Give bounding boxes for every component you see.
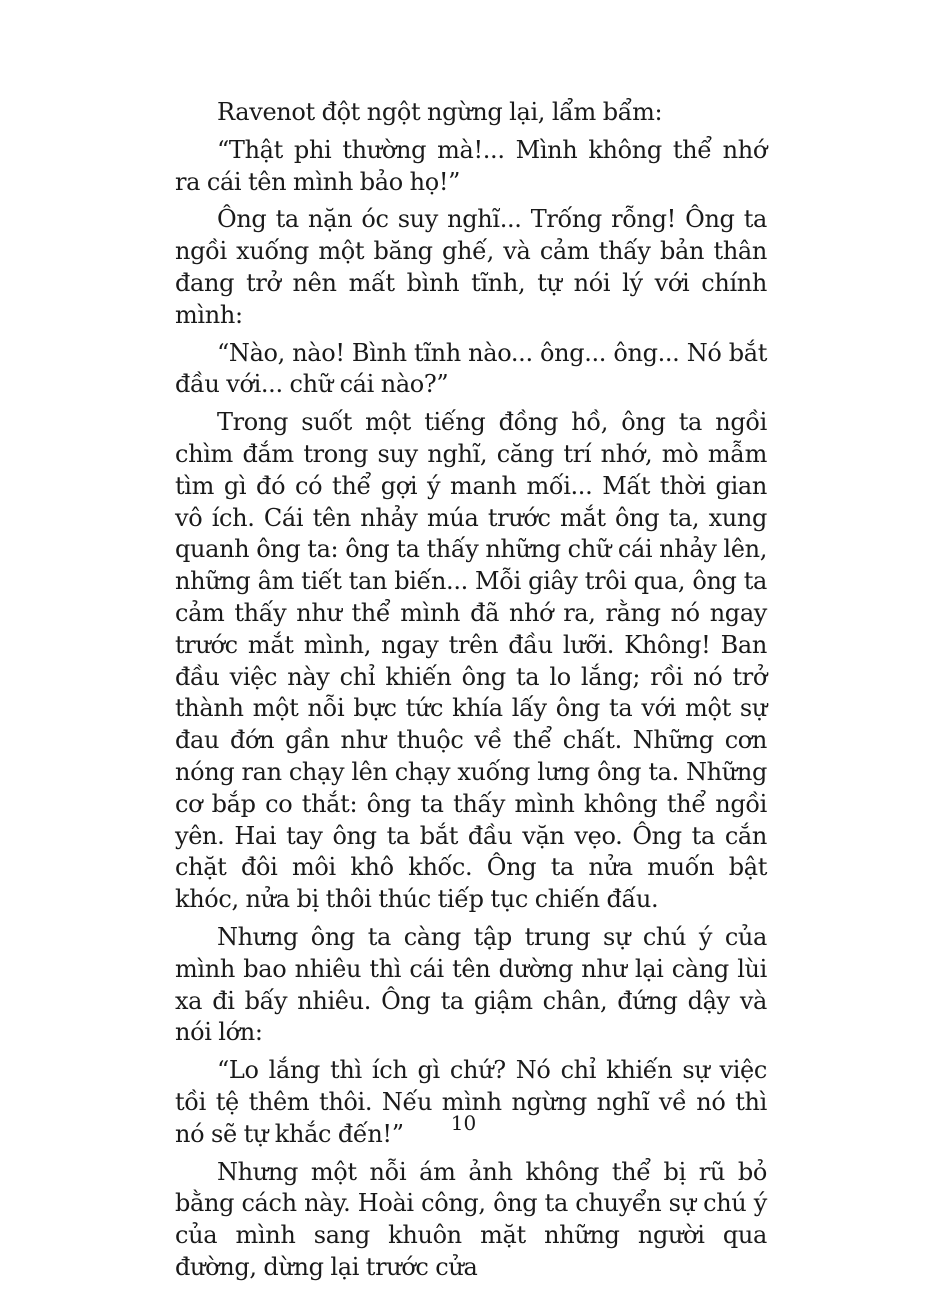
paragraph: Ravenot đột ngột ngừng lại, lẩm bẩm: [217, 98, 663, 126]
paragraph: Trong suốt một tiếng đồng hồ, ông ta ngồi chìm đắm trong suy nghĩ, căng trí nhớ, mò mẫm tìm gì đó có thể gợi ý manh mối... Mất thời gian vô ích. Cái tên nhảy múa trước mắt ông ta, xung quanh ông ta: ông ta thấy những chữ cái nhảy lên, những âm tiết tan biến... Mỗi giây trôi qua, ông ta cảm thấy như thể mình đã nhớ ra, rằng nó ngay trước mắt mình, ngay trên đầu lưỡi. Không! Ban đầu việc này chỉ khiến ông ta lo lắng; rồi nó trở thành một nỗi bực tức khía lấy ông ta với một sự đau đớn gần như thuộc về thể chất. Những cơn nóng ran chạy lên chạy xuống lưng ông ta. Những cơ bắp co thắt: ông ta thấy mình không thể ngồi yên. Hai tay ông ta bắt đầu vặn vẹo. Ông ta cắn chặt đôi môi khô khốc. Ông ta nửa muốn bật khóc, nửa bị thôi thúc tiếp tục chiến đấu. [175, 408, 767, 914]
paragraph: “Nào, nào! Bình tĩnh nào... ông... ông... Nó bắt đầu với... chữ cái nào?” [175, 338, 767, 399]
paragraph: Nhưng một nỗi ám ảnh không thể bị rũ bỏ bằng cách này. Hoài công, ông ta chuyển sự chú ý của mình sang khuôn mặt những người qua đường, dừng lại trước cửa [175, 1157, 767, 1281]
paragraph: “Thật phi thường mà!... Mình không thể nhớ ra cái tên mình bảo họ!” [175, 135, 767, 196]
paragraph: Ông ta nặn óc suy nghĩ... Trống rỗng! Ông ta ngồi xuống một băng ghế, và cảm thấy bản thân đang trở nên mất bình tĩnh, tự nói lý với chính mình: [175, 205, 767, 329]
paragraph: “Lo lắng thì ích gì chứ? Nó chỉ khiến sự việc tồi tệ thêm thôi. Nếu mình ngừng nghĩ về nó thì nó sẽ tự khắc đến!” [175, 1056, 767, 1148]
page-number: 10 [450, 1111, 477, 1135]
paragraph: Nhưng ông ta càng tập trung sự chú ý của mình bao nhiêu thì cái tên dường như lại càng lùi xa đi bấy nhiêu. Ông ta giậm chân, đứng dậy và nói lớn: [175, 922, 767, 1047]
